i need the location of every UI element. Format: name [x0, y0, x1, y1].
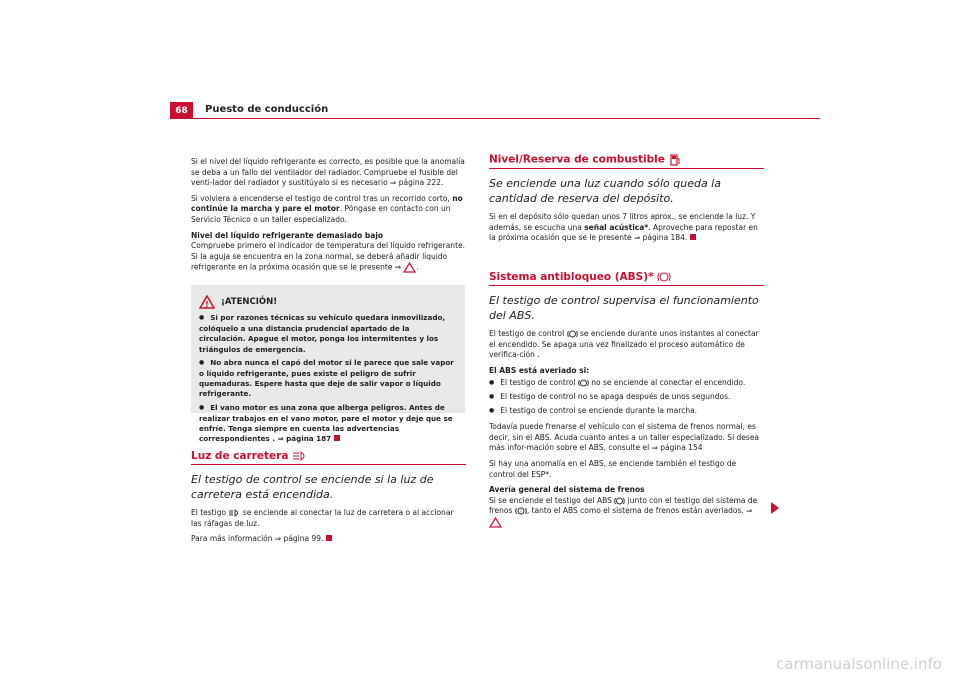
header-rule	[170, 118, 820, 119]
list-item: ● El testigo de control no se apaga después de unos segundos.	[489, 392, 764, 404]
brake-system-icon	[515, 507, 527, 515]
warning-triangle-icon	[403, 262, 416, 273]
list-item: ● El testigo de control no se enciende al conectar el encendido.	[489, 378, 764, 390]
paragraph: Si se enciende el testigo del ABS junto con el testigo del sistema de frenos ! , tanto el ABS como el sistema de frenos están averiados. ⇒	[489, 496, 764, 528]
section-text	[191, 508, 466, 545]
bold-text: no continúe la marcha y pare el motor	[191, 193, 463, 214]
svg-text:!: !	[519, 509, 522, 516]
warning-item: ● El vano motor es una zona que alberga peligros. Antes de realizar trabajos en el vano motor, pare el motor y deje que se enfríe. Tenga siempre en cuenta las advertencias correspondientes . ⇒ página 187	[199, 403, 457, 445]
warning-body	[191, 313, 465, 444]
paragraph: Si hay una anomalía en el ABS, se enciende también el testigo de control del ESP*.	[489, 458, 737, 479]
warning-box	[191, 285, 465, 444]
section-heading: Luz de carretera	[191, 450, 466, 462]
section-subtitle: El testigo de control supervisa el funcionamiento del ABS.	[489, 294, 759, 322]
section-text	[489, 329, 764, 528]
fuel-pump-icon	[669, 153, 681, 166]
section-text	[489, 212, 764, 244]
warning-header	[199, 295, 465, 309]
abs-icon	[567, 330, 578, 338]
abs-section	[489, 271, 764, 533]
left-column-text	[191, 157, 466, 278]
next-page-arrow-icon[interactable]	[771, 502, 779, 514]
section-rule	[489, 168, 764, 169]
subheading: Nivel del líquido refrigerante demasiado bajo	[191, 230, 384, 240]
paragraph: El testigo se enciende al conectar la luz de carretera o al accionar las ráfagas de luz.	[191, 508, 454, 528]
paragraph: Todavía puede frenarse el vehículo con el sistema de frenos normal, es decir, sin el ABS. Acuda cuanto antes a un taller especializado. Si desea más infor-mación sobre el ABS, consulte el ⇒ página 154	[489, 422, 760, 453]
high-beam-icon	[228, 509, 240, 517]
warning-triangle-icon	[199, 295, 215, 309]
subheading: El ABS está averiado si:	[489, 365, 590, 375]
section-subtitle: El testigo de control se enciende si la luz de carretera está encendida.	[191, 473, 434, 501]
paragraph: Para más información ⇒ página 99.	[191, 534, 466, 545]
abs-icon	[578, 379, 589, 387]
warning-item: ● Si por razones técnicas su vehículo quedara inmovilizado, colóquelo a una distancia prudencial apartado de la circulación. Apague el motor, ponga los intermitentes y los triángulos de emergencia.	[199, 313, 457, 355]
abs-icon	[657, 272, 671, 282]
luz-section	[191, 450, 466, 550]
warning-item: ● No abra nunca el capó del motor si le parece que sale vapor o líquido refrigerante, pues existe el peligro de sufrir quemaduras. Espere hasta que deje de salir vapor o líquido refrigerante.	[199, 358, 457, 400]
subheading: Avería general del sistema de frenos	[489, 485, 645, 495]
section-rule	[191, 464, 466, 465]
watermark: carmanualsonline.info	[776, 655, 942, 673]
end-mark	[326, 535, 332, 541]
page-number: 68	[170, 102, 193, 119]
text: . Póngase en contacto con un Servicio Técnico o un taller especializado.	[191, 204, 451, 224]
fuel-section	[489, 153, 764, 249]
warning-triangle-icon	[489, 517, 502, 528]
paragraph: Si en el depósito sólo quedan unos 7 litros aprox., se enciende la luz. Y además, se escucha una señal acústica*. Aproveche para repostar en la próxima ocasión que se le presente ⇒ página 184.	[489, 212, 758, 243]
section-heading: Nivel/Reserva de combustible	[489, 153, 764, 166]
text: Compruebe primero el indicador de temperatura del líquido refrigerante. Si la aguja se encuentra en la zona normal, se deberá añadir líquido refrigerante en la próxima ocasión que se le presente ⇒	[191, 241, 466, 272]
svg-text:!: !	[205, 300, 209, 309]
text: Si volviera a encenderse el testigo de control tras un recorrido corto,	[191, 193, 450, 203]
end-mark	[690, 234, 696, 240]
abs-icon	[614, 497, 625, 505]
end-mark	[334, 435, 340, 441]
warning-title: ¡ATENCIÓN!	[221, 297, 278, 307]
section-heading: Sistema antibloqueo (ABS)*	[489, 271, 764, 283]
paragraph: Si el nivel del líquido refrigerante es correcto, es posible que la anomalía se deba a un fallo del ventilador del radiador. Compruebe el fusible del venti-lador del radiador y sustitúyalo si es necesario ⇒ página 222.	[191, 157, 465, 188]
paragraph: Compruebe primero el indicador de temperatura del líquido refrigerante. Si la aguja se encuentra en la zona normal, se deberá añadir líquido refrigerante en la próxima ocasión que se le presente ⇒ .	[191, 241, 466, 272]
paragraph	[191, 194, 466, 226]
paragraph: El testigo de control se enciende durante unos instantes al conectar el encendido. Se apaga una vez finalizado el proceso automático de verifica-ción .	[489, 329, 759, 360]
section-subtitle: Se enciende una luz cuando sólo queda la cantidad de reserva del depósito.	[489, 177, 721, 205]
page-title: Puesto de conducción	[205, 104, 329, 115]
high-beam-icon	[292, 451, 308, 461]
section-rule	[489, 285, 764, 286]
list-item: ● El testigo de control se enciende durante la marcha.	[489, 406, 764, 418]
